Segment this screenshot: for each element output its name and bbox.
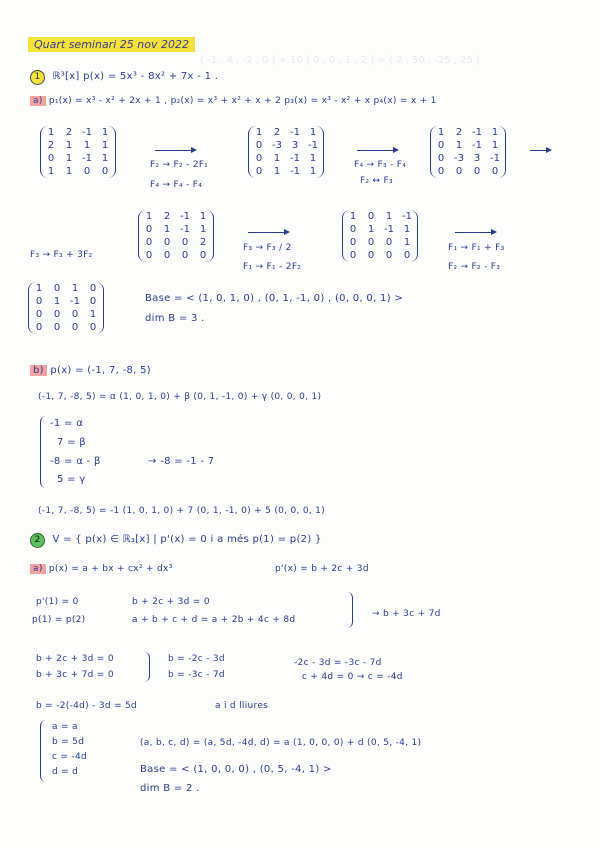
step-5: -2c - 3d = -3c - 7d <box>294 658 382 668</box>
matrix-3 <box>430 126 506 178</box>
ex1b-result: (-1, 7, -8, 5) = -1 (1, 0, 1, 0) + 7 (0, 1, -1, 0) + 5 (0, 0, 0, 1) <box>38 506 326 516</box>
step-8: a i d lliures <box>215 701 269 711</box>
matrix-row <box>46 139 110 152</box>
arrow-right-icon <box>530 150 550 151</box>
matrix-cell: 0 <box>71 322 79 333</box>
step-1: b + 2c + 3d = 0 <box>36 654 114 664</box>
matrix-2 <box>248 126 324 178</box>
matrix-cell: 1 <box>35 283 43 294</box>
ex1a-base: Base = < (1, 0, 1, 0) , (0, 1, -1, 0) , (0, 0, 0, 1) > <box>145 293 404 304</box>
matrix-cell: 1 <box>367 224 375 235</box>
matrix-cell: 0 <box>145 237 153 248</box>
system-brace <box>40 416 47 488</box>
matrix-cell: 0 <box>71 309 79 320</box>
matrix-cell: 1 <box>199 224 207 235</box>
matrix-cell: 1 <box>437 127 445 138</box>
matrix-cell: 1 <box>255 127 263 138</box>
ex1a-dim: dim B = 3 . <box>145 313 205 324</box>
ex2-sys-4: d = d <box>52 767 79 777</box>
matrix-cell: 1 <box>71 283 79 294</box>
ex2-statement-line <box>30 533 322 548</box>
matrix-cell: 0 <box>53 283 61 294</box>
system-brace <box>40 720 47 782</box>
ex2-statement: V = { p(x) ∈ ℝ₃[x] | p'(x) = 0 i a més p(1) = p(2) } <box>52 534 322 545</box>
matrix-cell: -1 <box>472 127 482 138</box>
cond-2-result: → b + 3c + 7d <box>372 609 441 619</box>
matrix-row <box>144 236 208 249</box>
matrix-row <box>144 210 208 223</box>
ex1-statement-line <box>30 70 218 85</box>
ex2a-px: p(x) = a + bx + cx² + dx³ <box>48 564 173 574</box>
matrix-row <box>46 165 110 178</box>
matrix-1 <box>40 126 116 178</box>
matrix-cell: 0 <box>367 211 375 222</box>
matrix-cell: 1 <box>101 140 109 151</box>
matrix-row <box>46 126 110 139</box>
matrix-cell: 0 <box>53 322 61 333</box>
matrix-cell: 1 <box>309 166 317 177</box>
matrix-cell: 1 <box>83 140 91 151</box>
matrix-cell: 0 <box>199 250 207 261</box>
matrix-cell: 0 <box>101 166 109 177</box>
matrix-cell: 2 <box>273 127 281 138</box>
matrix-row <box>436 165 500 178</box>
matrix-cell: 0 <box>349 224 357 235</box>
matrix-cell: 0 <box>455 166 463 177</box>
matrix-row <box>254 152 318 165</box>
row-op-2a: F₄ → F₃ - F₄ <box>354 160 407 170</box>
cond-2-left: p(1) = p(2) <box>32 615 86 625</box>
matrix-cell: 1 <box>309 153 317 164</box>
matrix-cell: -1 <box>82 153 92 164</box>
matrix-cell: 1 <box>65 166 73 177</box>
ex1b-equation: (-1, 7, -8, 5) = α (1, 0, 1, 0) + β (0, 1, -1, 0) + γ (0, 0, 0, 1) <box>38 392 322 402</box>
matrix-cell: -1 <box>180 224 190 235</box>
matrix-cell: 1 <box>199 211 207 222</box>
matrix-cell: 3 <box>473 153 481 164</box>
matrix-row <box>254 165 318 178</box>
matrix-cell: 0 <box>163 237 171 248</box>
matrix-row <box>348 210 412 223</box>
arrow-right-icon <box>455 232 495 233</box>
matrix-cell: 0 <box>349 237 357 248</box>
matrix-cell: 1 <box>273 166 281 177</box>
row-op-1a: F₂ → F₂ - 2F₁ <box>150 160 209 170</box>
matrix-cell: 0 <box>367 250 375 261</box>
matrix-cell: 0 <box>83 166 91 177</box>
row-op-3: F₃ → F₃ + 3F₂ <box>30 250 93 260</box>
row-op-2b: F₂ ↔ F₃ <box>360 176 393 186</box>
step-3: b = -2c - 3d <box>168 654 225 664</box>
matrix-cell: 1 <box>101 127 109 138</box>
matrix-cell: 1 <box>65 140 73 151</box>
matrix-cell: 1 <box>273 153 281 164</box>
matrix-cell: 1 <box>491 140 499 151</box>
matrix-cell: 0 <box>403 250 411 261</box>
system-brace <box>144 652 150 682</box>
matrix-cell: -1 <box>402 211 412 222</box>
matrix-cell: 0 <box>385 237 393 248</box>
matrix-cell: -1 <box>180 211 190 222</box>
matrix-cell: 0 <box>491 166 499 177</box>
matrix-cell: 0 <box>349 250 357 261</box>
matrix-cell: 1 <box>163 224 171 235</box>
matrix-row <box>436 152 500 165</box>
matrix-cell: 1 <box>403 224 411 235</box>
ex1b-sys-2: 7 = β <box>57 437 86 448</box>
matrix-row <box>348 223 412 236</box>
ex1-statement: ℝ³[x] p(x) = 5x³ - 8x² + 7x - 1 . <box>52 71 219 82</box>
matrix-cell: 0 <box>255 140 263 151</box>
ex1b-sys-3: -8 = α - β <box>50 456 101 467</box>
matrix-cell: 2 <box>199 237 207 248</box>
ex1b-line <box>30 365 151 376</box>
matrix-cell: -1 <box>290 166 300 177</box>
ex1b-sys-1: -1 = α <box>50 418 84 429</box>
matrix-cell: 0 <box>35 322 43 333</box>
matrix-cell: 2 <box>163 211 171 222</box>
row-op-1b: F₄ → F₄ - F₄ <box>150 180 203 190</box>
ex2a-line <box>30 564 173 574</box>
ex1b-sys-4: 5 = γ <box>57 474 86 485</box>
matrix-cell: 1 <box>491 127 499 138</box>
matrix-cell: 1 <box>403 237 411 248</box>
arrow-right-icon <box>155 150 195 151</box>
row-op-4b: F₁ → F₁ - 2F₂ <box>243 262 302 272</box>
matrix-cell: 0 <box>255 166 263 177</box>
bleed-through-text: ( -1 , 4 , -2 , 0 ) + 10 ( 0 , 0 , 1 , 2 ) = ( 2 , 50 , -25 , 25 ) <box>200 55 480 66</box>
matrix-cell: -1 <box>290 127 300 138</box>
ex1b-poly: p(x) = (-1, 7, -8, 5) <box>50 365 151 376</box>
ex2-dim: dim B = 2 . <box>140 783 200 794</box>
matrix-cell: 0 <box>437 140 445 151</box>
matrix-cell: 1 <box>309 127 317 138</box>
matrix-cell: 1 <box>455 140 463 151</box>
matrix-cell: 3 <box>291 140 299 151</box>
matrix-cell: 1 <box>89 309 97 320</box>
matrix-row <box>348 236 412 249</box>
matrix-cell: 1 <box>47 166 55 177</box>
matrix-cell: -3 <box>272 140 282 151</box>
ex1a-line <box>30 96 437 106</box>
matrix-cell: 1 <box>385 211 393 222</box>
matrix-cell: 1 <box>145 211 153 222</box>
matrix-cell: -1 <box>70 296 80 307</box>
matrix-cell: 0 <box>145 224 153 235</box>
matrix-cell: 0 <box>181 250 189 261</box>
matrix-cell: -3 <box>454 153 464 164</box>
matrix-cell: 1 <box>349 211 357 222</box>
matrix-row <box>34 308 98 321</box>
ex2a-label: a) <box>30 564 46 574</box>
matrix-cell: 0 <box>255 153 263 164</box>
matrix-cell: -1 <box>384 224 394 235</box>
ex1-number-badge: 1 <box>30 70 45 85</box>
matrix-cell: 0 <box>473 166 481 177</box>
ex2-sys-2: b = 5d <box>52 737 85 747</box>
matrix-row <box>348 249 412 262</box>
matrix-cell: 0 <box>437 153 445 164</box>
matrix-row <box>254 139 318 152</box>
ex2-sys-1: a = a <box>52 722 78 732</box>
matrix-cell: 1 <box>101 153 109 164</box>
ex1a-label: a) <box>30 96 46 106</box>
matrix-cell: 0 <box>181 237 189 248</box>
arrow-right-icon <box>357 150 397 151</box>
row-op-5b: F₂ → F₂ - F₃ <box>448 262 501 272</box>
matrix-cell: 0 <box>437 166 445 177</box>
matrix-row <box>46 152 110 165</box>
matrix-cell: 0 <box>35 296 43 307</box>
matrix-cell: 1 <box>65 153 73 164</box>
cond-2-right: a + b + c + d = a + 2b + 4c + 8d <box>132 615 296 625</box>
matrix-cell: 0 <box>145 250 153 261</box>
matrix-row <box>34 282 98 295</box>
step-6: c + 4d = 0 → c = -4d <box>302 672 403 682</box>
step-2: b + 3c + 7d = 0 <box>36 670 114 680</box>
cond-1-right: b + 2c + 3d = 0 <box>132 597 210 607</box>
matrix-cell: 2 <box>65 127 73 138</box>
step-7: b = -2(-4d) - 3d = 5d <box>36 701 138 711</box>
matrix-cell: 0 <box>385 250 393 261</box>
matrix-row <box>254 126 318 139</box>
matrix-cell: -1 <box>472 140 482 151</box>
ex2-number-badge: 2 <box>30 533 45 548</box>
matrix-cell: 0 <box>53 309 61 320</box>
matrix-row <box>144 223 208 236</box>
matrix-row <box>34 295 98 308</box>
matrix-cell: 0 <box>89 296 97 307</box>
ex1b-check: → -8 = -1 - 7 <box>148 456 215 467</box>
matrix-cell: -1 <box>490 153 500 164</box>
ex2-param: (a, b, c, d) = (a, 5d, -4d, d) = a (1, 0, 0, 0) + d (0, 5, -4, 1) <box>140 738 422 748</box>
matrix-cell: -1 <box>82 127 92 138</box>
matrix-cell: -1 <box>308 140 318 151</box>
matrix-cell: 2 <box>455 127 463 138</box>
ex1a-polynomials: p₁(x) = x³ - x² + 2x + 1 , p₂(x) = x³ + x² + x + 2 p₃(x) = x³ - x² + x p₄(x) = x + 1 <box>48 96 437 106</box>
row-op-5a: F₁ → F₁ + F₃ <box>448 243 505 253</box>
matrix-4 <box>138 210 214 262</box>
ex1b-label: b) <box>30 365 47 376</box>
ex2-sys-3: c = -4d <box>52 752 87 762</box>
row-op-4a: F₃ → F₃ / 2 <box>243 243 292 253</box>
matrix-6 <box>28 282 104 334</box>
matrix-cell: 0 <box>35 309 43 320</box>
ex2a-dpx: p'(x) = b + 2c + 3d <box>275 564 369 574</box>
system-brace <box>346 592 353 628</box>
cond-1-left: p'(1) = 0 <box>36 597 79 607</box>
page-title: Quart seminari 25 nov 2022 <box>28 37 195 52</box>
matrix-cell: 0 <box>47 153 55 164</box>
matrix-cell: -1 <box>290 153 300 164</box>
matrix-cell: 2 <box>47 140 55 151</box>
matrix-cell: 1 <box>47 127 55 138</box>
matrix-cell: 1 <box>53 296 61 307</box>
matrix-row <box>144 249 208 262</box>
ex2-base: Base = < (1, 0, 0, 0) , (0, 5, -4, 1) > <box>140 764 332 775</box>
matrix-cell: 0 <box>89 322 97 333</box>
matrix-row <box>436 139 500 152</box>
step-4: b = -3c - 7d <box>168 670 225 680</box>
matrix-row <box>34 321 98 334</box>
matrix-cell: 0 <box>163 250 171 261</box>
matrix-cell: 0 <box>89 283 97 294</box>
matrix-cell: 0 <box>367 237 375 248</box>
matrix-5 <box>342 210 418 262</box>
arrow-right-icon <box>248 232 288 233</box>
matrix-row <box>436 126 500 139</box>
